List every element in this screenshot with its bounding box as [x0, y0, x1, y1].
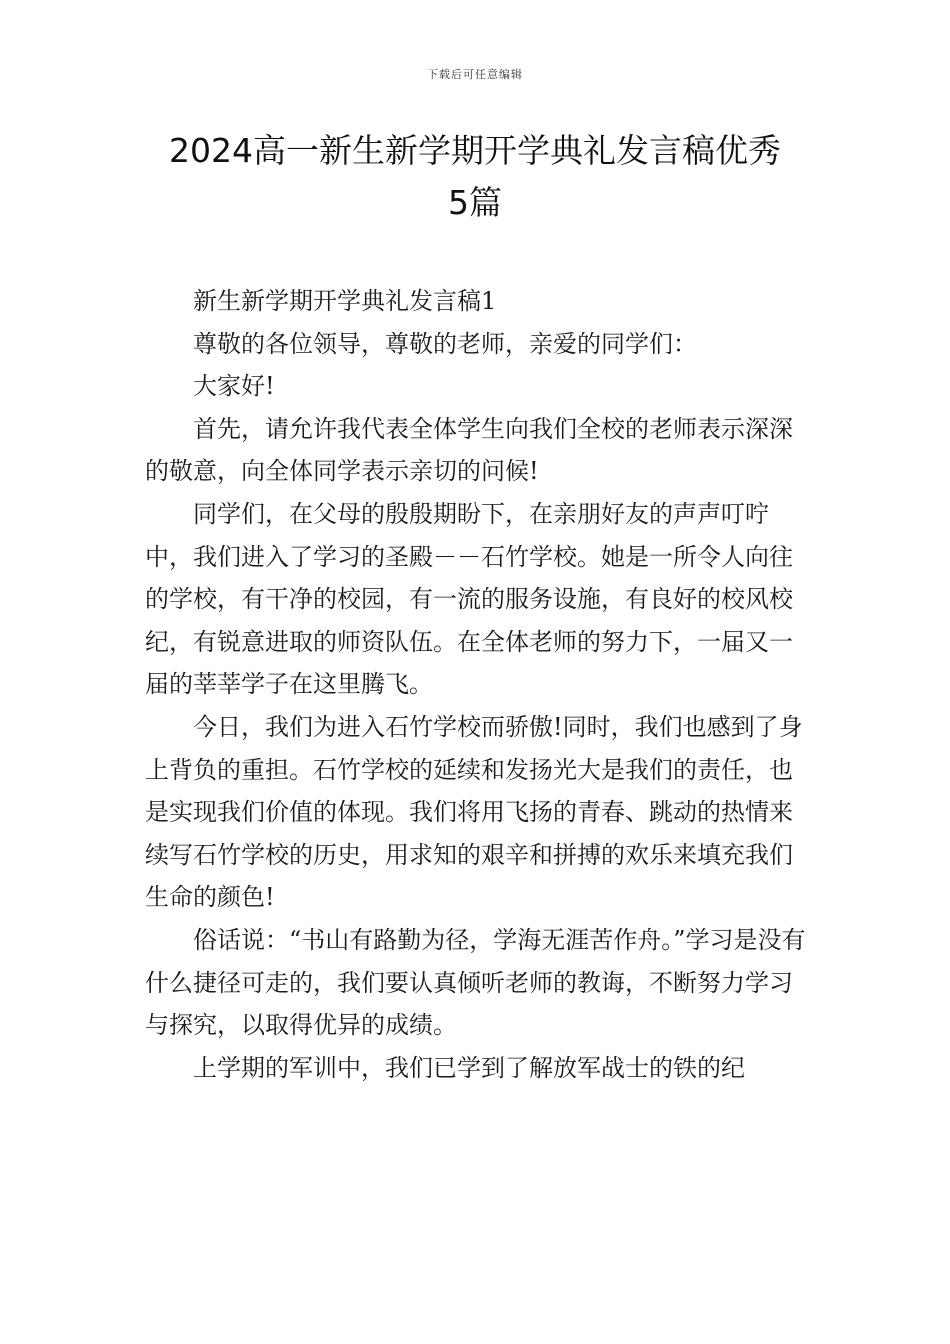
paragraph: 今日，我们为进入石竹学校而骄傲!同时，我们也感到了身上背负的重担。石竹学校的延续和发扬光大是我们的责任，也是实现我们价值的体现。我们将用飞扬的青春、跳动的热情来续写石竹学校的历史，用求知的艰辛和拼搏的欢乐来填充我们生命的颜色! [145, 712, 803, 912]
document-body [145, 280, 810, 1089]
header-note: 下载后可任意编辑 [427, 68, 523, 81]
paragraph: 俗话说：“书山有路勤为径，学海无涯苦作舟。”学习是没有什么捷径可走的，我们要认真倾听老师的教诲，不断努力学习与探究，以取得优异的成绩。 [145, 925, 806, 1040]
salutation: 尊敬的各位领导，尊敬的老师，亲爱的同学们： [193, 329, 697, 358]
paragraph: 首先，请允许我代表全体学生向我们全校的老师表示深深的敬意，向全体同学表示亲切的问候! [145, 414, 793, 486]
title-line-1: 2024高一新生新学期开学典礼发言稿优秀 [169, 131, 781, 170]
document-title [120, 125, 830, 229]
paragraph: 上学期的军训中，我们已学到了解放军战士的铁的纪 [193, 1053, 745, 1082]
title-line-2: 5篇 [448, 183, 502, 222]
paragraph: 同学们，在父母的殷殷期盼下，在亲朋好友的声声叮咛中，我们进入了学习的圣殿－－石竹学校。她是一所令人向往的学校，有干净的校园，有一流的服务设施，有良好的校风校纪，有锐意进取的师资队伍。在全体老师的努力下，一届又一届的莘莘学子在这里腾飞。 [145, 499, 793, 699]
greeting: 大家好! [193, 372, 275, 401]
section-heading: 新生新学期开学典礼发言稿1 [193, 287, 497, 315]
